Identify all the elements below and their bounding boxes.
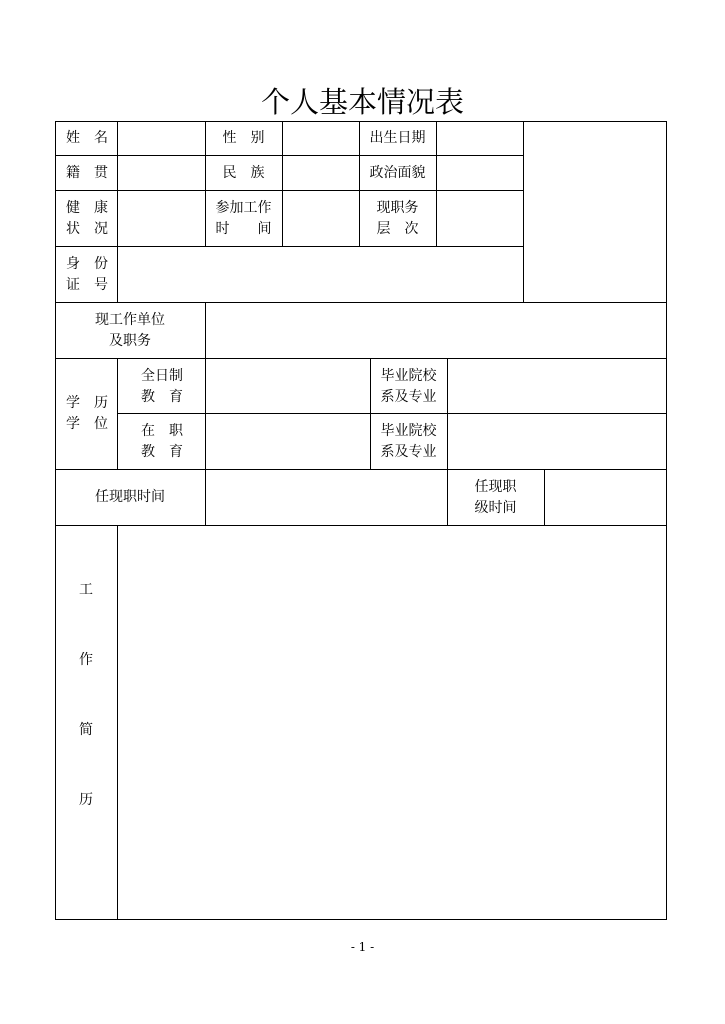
label-gender: 性 别 [222, 130, 265, 146]
label-id-number: 身 份 证 号 [66, 256, 108, 293]
label-resume-2: 作 [79, 652, 93, 668]
label-fulltime-education: 全日制 教 育 [141, 368, 183, 405]
label-health: 健 康 状 况 [66, 200, 108, 237]
label-birth-date: 出生日期 [369, 130, 426, 146]
label-name: 姓 名 [66, 130, 108, 146]
page-number: - 1 - [350, 940, 375, 954]
label-education-degree: 学 历 学 位 [66, 395, 108, 432]
label-level-time: 任现职 级时间 [474, 479, 517, 516]
label-work-unit: 现工作单位 及职务 [95, 312, 165, 349]
label-tenure-time: 任现职时间 [95, 489, 165, 505]
label-political-status: 政治面貌 [369, 165, 426, 181]
label-current-rank: 现职务 层 次 [376, 200, 419, 237]
label-native-place: 籍 贯 [66, 165, 108, 181]
label-inservice-education: 在 职 教 育 [141, 423, 183, 460]
label-resume-4: 历 [79, 792, 93, 808]
label-work-start-time: 参加工作 时 间 [215, 200, 272, 237]
label-school-major-1: 毕业院校 系及专业 [380, 368, 437, 405]
page-title: 个人基本情况表 [260, 85, 464, 119]
label-resume-3: 简 [79, 722, 93, 738]
label-school-major-2: 毕业院校 系及专业 [380, 423, 437, 460]
label-ethnicity: 民 族 [222, 165, 265, 181]
label-resume-1: 工 [79, 582, 93, 598]
